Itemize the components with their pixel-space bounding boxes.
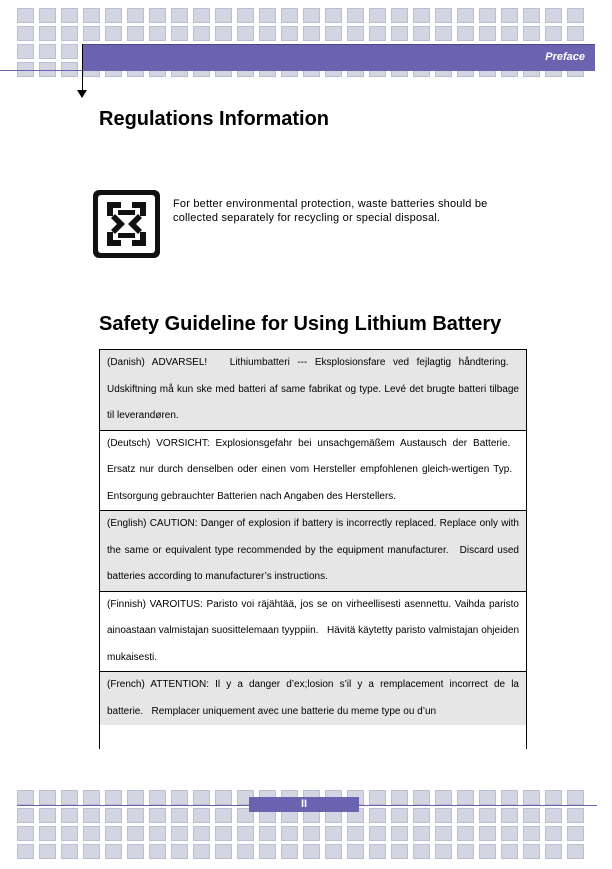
decorative-tile	[567, 808, 584, 823]
decorative-tile	[149, 8, 166, 23]
decorative-tile	[83, 8, 100, 23]
decorative-tile	[105, 826, 122, 841]
battery-recycle-icon	[93, 190, 160, 258]
decorative-tile	[127, 790, 144, 805]
decorative-tile	[479, 826, 496, 841]
decorative-tile	[237, 26, 254, 41]
decorative-tile	[523, 8, 540, 23]
decorative-tile	[39, 844, 56, 859]
decorative-tile	[523, 808, 540, 823]
decorative-tile	[149, 808, 166, 823]
decorative-tile	[237, 826, 254, 841]
decorative-tile	[281, 844, 298, 859]
decorative-tile	[259, 826, 276, 841]
decorative-tile	[457, 26, 474, 41]
decorative-tile	[39, 826, 56, 841]
decorative-tile	[105, 844, 122, 859]
decorative-tile	[193, 26, 210, 41]
decorative-tile	[567, 826, 584, 841]
safety-guideline-title: Safety Guideline for Using Lithium Battery	[99, 313, 502, 335]
decorative-tile	[545, 826, 562, 841]
decorative-tile	[391, 26, 408, 41]
decorative-tile	[391, 808, 408, 823]
decorative-tile	[435, 844, 452, 859]
decorative-tile	[457, 8, 474, 23]
decorative-tile	[545, 790, 562, 805]
regulations-title: Regulations Information	[99, 108, 329, 130]
decorative-tile	[347, 844, 364, 859]
warning-row-french: (French) ATTENTION: Il y a danger d’ex;losion s’il y a remplacement incorrect de la batterie. Remplacer uniquement avec une batterie du meme type ou d’un	[100, 672, 526, 725]
decorative-tile	[149, 26, 166, 41]
section-header-bar	[83, 44, 595, 71]
decorative-tile	[435, 8, 452, 23]
header-arrow-line	[82, 44, 83, 92]
decorative-tile	[435, 790, 452, 805]
decorative-tile	[127, 8, 144, 23]
decorative-tile	[479, 26, 496, 41]
decorative-tile	[61, 26, 78, 41]
decorative-tile	[413, 808, 430, 823]
decorative-tile	[567, 844, 584, 859]
decorative-tile	[105, 8, 122, 23]
decorative-tile	[479, 790, 496, 805]
decorative-tile	[193, 808, 210, 823]
decorative-tile	[457, 790, 474, 805]
decorative-tile	[61, 8, 78, 23]
decorative-tile	[413, 8, 430, 23]
decorative-tile	[567, 8, 584, 23]
decorative-tile	[127, 844, 144, 859]
decorative-tile	[17, 8, 34, 23]
decorative-tile	[193, 826, 210, 841]
decorative-tile	[413, 826, 430, 841]
warning-row-english: (English) CAUTION: Danger of explosion if battery is incorrectly replaced. Replace only with the same or equivalent type recommended by the equipment manufacturer. Discard used batteries according to manufacturer’s instructions.	[100, 511, 526, 592]
decorative-tile	[347, 826, 364, 841]
decorative-tile	[39, 790, 56, 805]
decorative-tile	[215, 844, 232, 859]
decorative-tile	[413, 844, 430, 859]
decorative-tile	[83, 790, 100, 805]
decorative-tile	[391, 790, 408, 805]
decorative-tile	[83, 26, 100, 41]
decorative-tile	[369, 826, 386, 841]
warning-row-finnish: (Finnish) VAROITUS: Paristo voi räjähtää, jos se on virheellisesti asennettu. Vaihda paristo ainoastaan valmistajan suosittelemaan tyyppiin. Hävitä käytetty paristo valmistajan ohjeiden mukaisesti.	[100, 592, 526, 673]
decorative-tile	[39, 808, 56, 823]
decorative-tile	[61, 808, 78, 823]
decorative-tile	[281, 826, 298, 841]
warning-row-danish: (Danish) ADVARSEL! Lithiumbatteri --- Eksplosionsfare ved fejlagtig håndtering. Udskiftning må kun ske med batteri af same fabrikat og type. Levé det brugte batteri tilbage til leverandøren.	[100, 350, 526, 431]
decorative-tile	[523, 790, 540, 805]
decorative-tile	[457, 808, 474, 823]
decorative-tile	[435, 826, 452, 841]
decorative-tile	[259, 844, 276, 859]
decorative-tile	[215, 26, 232, 41]
decorative-tile	[545, 26, 562, 41]
decorative-tile	[39, 44, 56, 59]
decorative-tile	[369, 26, 386, 41]
decorative-tile	[171, 26, 188, 41]
decorative-tile	[105, 26, 122, 41]
decorative-tile	[501, 826, 518, 841]
decorative-tile	[523, 844, 540, 859]
decorative-tile	[435, 26, 452, 41]
decorative-tile	[369, 790, 386, 805]
decorative-tile	[567, 26, 584, 41]
decorative-tile	[457, 844, 474, 859]
decorative-tile	[237, 844, 254, 859]
battery-warning-table	[99, 349, 527, 749]
decorative-tile	[281, 8, 298, 23]
decorative-tile	[193, 8, 210, 23]
decorative-tile	[215, 826, 232, 841]
decorative-tile	[17, 44, 34, 59]
decorative-tile	[457, 826, 474, 841]
decorative-tile	[171, 844, 188, 859]
decorative-tile	[501, 844, 518, 859]
recycle-notice-line2: collected separately for recycling or special disposal.	[173, 212, 441, 224]
decorative-tile	[61, 790, 78, 805]
decorative-tile	[149, 790, 166, 805]
decorative-tile	[61, 44, 78, 59]
decorative-tile	[237, 8, 254, 23]
decorative-tile	[39, 8, 56, 23]
decorative-tile	[149, 826, 166, 841]
decorative-tile	[171, 826, 188, 841]
decorative-tile	[127, 26, 144, 41]
decorative-tile	[281, 26, 298, 41]
recycle-notice-line1: For better environmental protection, waste batteries should be	[173, 198, 488, 210]
decorative-tile	[127, 808, 144, 823]
decorative-tile	[83, 826, 100, 841]
decorative-tile	[259, 8, 276, 23]
decorative-tile	[17, 826, 34, 841]
decorative-tile	[501, 790, 518, 805]
decorative-tile	[369, 808, 386, 823]
decorative-tile	[567, 790, 584, 805]
decorative-tile	[303, 26, 320, 41]
decorative-tile	[479, 844, 496, 859]
decorative-tile	[347, 8, 364, 23]
decorative-tile	[171, 8, 188, 23]
decorative-tile	[61, 826, 78, 841]
decorative-tile	[391, 826, 408, 841]
decorative-tile	[193, 790, 210, 805]
decorative-tile	[149, 844, 166, 859]
decorative-tile	[501, 808, 518, 823]
decorative-tile	[83, 844, 100, 859]
decorative-tile	[303, 8, 320, 23]
decorative-tile	[523, 826, 540, 841]
decorative-tile	[325, 826, 342, 841]
section-label: Preface	[545, 51, 585, 63]
decorative-tile	[193, 844, 210, 859]
decorative-tile	[83, 808, 100, 823]
decorative-tile	[325, 26, 342, 41]
decorative-tile	[369, 8, 386, 23]
decorative-tile	[61, 844, 78, 859]
decorative-tile	[523, 26, 540, 41]
decorative-tile	[391, 844, 408, 859]
decorative-tile	[369, 844, 386, 859]
decorative-tile	[545, 8, 562, 23]
decorative-tile	[127, 826, 144, 841]
decorative-tile	[215, 790, 232, 805]
decorative-tile	[39, 26, 56, 41]
decorative-tile	[303, 844, 320, 859]
decorative-tile	[479, 8, 496, 23]
decorative-tile	[347, 26, 364, 41]
decorative-tile	[259, 26, 276, 41]
page-number: II	[249, 797, 359, 812]
decorative-tile	[17, 790, 34, 805]
decorative-tile	[17, 808, 34, 823]
decorative-tile	[501, 26, 518, 41]
decorative-tile	[501, 8, 518, 23]
decorative-tile	[171, 790, 188, 805]
decorative-tile	[435, 808, 452, 823]
decorative-tile	[545, 844, 562, 859]
decorative-tile	[303, 826, 320, 841]
decorative-tile	[479, 808, 496, 823]
decorative-tile	[215, 8, 232, 23]
decorative-tile	[171, 808, 188, 823]
decorative-tile	[215, 808, 232, 823]
decorative-tile	[325, 8, 342, 23]
decorative-tile	[17, 26, 34, 41]
decorative-tile	[413, 26, 430, 41]
warning-row-deutsch: (Deutsch) VORSICHT: Explosionsgefahr bei unsachgemäßem Austausch der Batterie. Ersatz nur durch denselben oder einen vom Hersteller empfohlenen gleich-wertigen Typ. Entsorgung gebrauchter Batterien nach Angaben des Herstellers.	[100, 431, 526, 512]
decorative-tile	[105, 790, 122, 805]
decorative-tile	[413, 790, 430, 805]
down-arrow-icon	[77, 90, 87, 98]
decorative-tile	[545, 808, 562, 823]
decorative-tile	[17, 844, 34, 859]
decorative-tile	[325, 844, 342, 859]
decorative-tile	[105, 808, 122, 823]
header-rule	[0, 70, 83, 71]
decorative-tile	[391, 8, 408, 23]
recycle-notice	[173, 197, 553, 225]
